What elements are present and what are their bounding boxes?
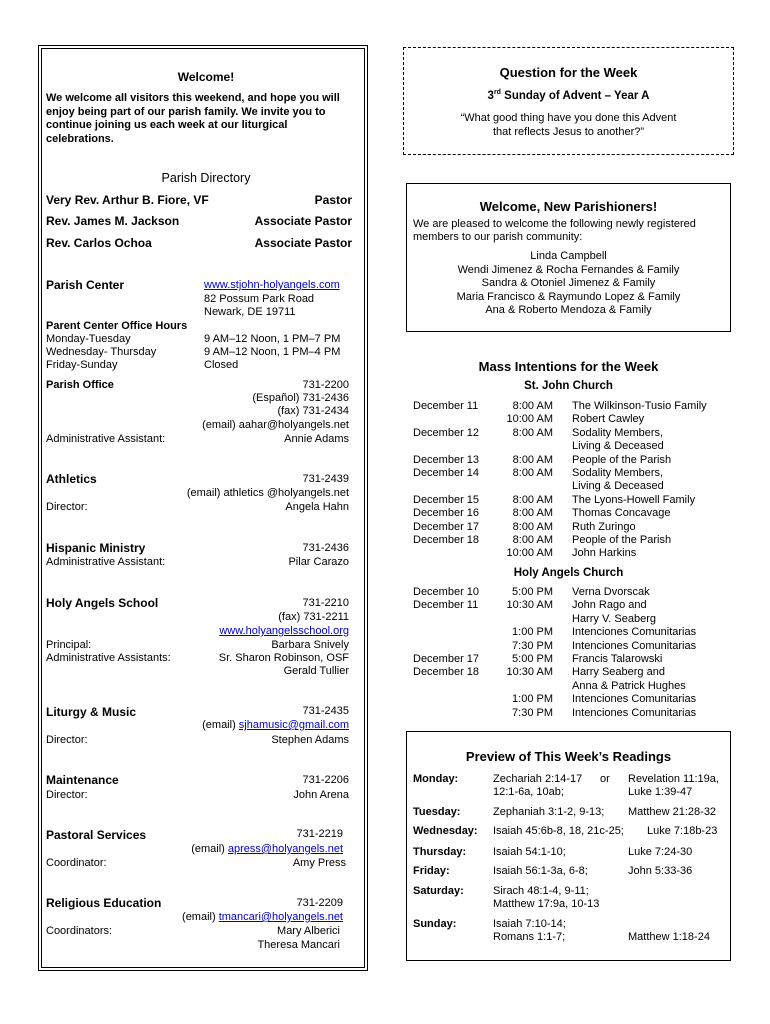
office-hours-time: 9 AM–12 Noon, 1 PM–4 PM — [204, 346, 341, 358]
email-link[interactable]: sjhamusic@gmail.com — [238, 719, 349, 731]
role-label: Coordinators: — [46, 925, 113, 937]
mass-intention: Intenciones Comunitarias — [572, 706, 697, 719]
email-line: (email) tmancari@holyangels.net — [182, 911, 343, 923]
new-parishioners-title: Welcome, New Parishioners! — [479, 199, 658, 214]
phone-number: 731-2206 — [302, 774, 349, 786]
mass-intention: Harry V. Seaberg — [572, 612, 656, 625]
role-label: Director: — [46, 789, 88, 801]
school-label: Holy Angels School — [46, 596, 159, 610]
mass-date: December 14 — [413, 467, 480, 479]
reading-first: Zechariah 2:14-17 — [493, 773, 583, 785]
person-name: Amy Press — [292, 857, 346, 869]
list-item: Wendi Jimenez & Rocha Fernandes & Family — [457, 263, 680, 276]
mass-intention: Living & Deceased — [572, 480, 664, 493]
mass-time: 8:00 AM — [512, 400, 553, 412]
mass-time: 8:00 AM — [512, 426, 553, 439]
phone-number: 731-2439 — [302, 473, 349, 485]
list-item: Maria Francisco & Raymundo Lopez & Family — [456, 290, 681, 303]
reading-first-cont: Matthew 17:9a, 10-13 — [493, 898, 600, 910]
fax-number: (fax) 731-2434 — [277, 405, 349, 417]
welcome-text: We welcome all visitors this weekend, and hope you will enjoy being part of our parish family. We invite you to continue joining us each week at our liturgical celebrations. — [46, 92, 340, 145]
email-link[interactable]: apress@holyangels.net — [227, 843, 343, 855]
mass-date: December 18 — [413, 666, 480, 679]
office-hours-days: Monday-Tuesday — [46, 333, 131, 345]
role-label: Principal: — [46, 639, 92, 651]
school-website-link[interactable]: www.holyangelsschool.org — [219, 625, 349, 637]
reading-gospel: Luke 7:18b-23 — [647, 825, 718, 837]
reading-gospel-cont: Matthew 1:18-24 — [628, 931, 710, 943]
reading-first: Isaiah 54:1-10; — [493, 846, 566, 858]
email-line: (email) apress@holyangels.net — [191, 843, 343, 855]
clergy-row: Rev. James M. Jackson Associate Pastor — [46, 214, 352, 228]
role-label: Administrative Assistants: — [46, 652, 171, 664]
mass-time: 7:30 PM — [512, 639, 553, 652]
reading-gospel-cont: Luke 1:39-47 — [628, 786, 693, 798]
parish-address-line: 82 Possum Park Road — [204, 293, 315, 305]
new-parishioners-intro: We are pleased to welcome the following newly registered members to our parish community: — [413, 218, 696, 243]
phone-number: 731-2200 — [302, 379, 349, 391]
mass-date: December 15 — [413, 493, 480, 506]
athletics-label: Athletics — [46, 472, 97, 486]
role-label: Director: — [46, 734, 88, 746]
person-name: John Arena — [293, 789, 349, 801]
parish-center-label: Parish Center — [46, 278, 125, 292]
new-parishioners-list — [406, 250, 731, 318]
question-text: “What good thing have you done this Advent that reflects Jesus to another?” — [460, 112, 677, 138]
person-name: Angela Hahn — [285, 501, 349, 513]
reading-day: Wednesday: — [413, 825, 478, 837]
person-name: Gerald Tullier — [283, 665, 349, 677]
mass-intention: Harry Seaberg and — [572, 666, 665, 679]
parish-address-line: Newark, DE 19711 — [204, 306, 296, 318]
mass-time: 8:00 AM — [512, 493, 553, 506]
person-name: Barbara Snively — [271, 639, 349, 651]
mass-date: December 11 — [413, 400, 479, 412]
phone-number: 731-2219 — [296, 828, 343, 840]
office-hours-days: Wednesday- Thursday — [46, 346, 157, 358]
list-item: Linda Campbell — [530, 250, 607, 262]
hispanic-ministry-label: Hispanic Ministry — [46, 541, 146, 555]
mass-intention: Francis Talarowski — [572, 653, 663, 665]
welcome-title: Welcome! — [177, 70, 235, 84]
reading-gospel: Matthew 21:28-32 — [628, 806, 717, 818]
mass-intention: Robert Cawley — [572, 413, 645, 426]
reading-day: Sunday: — [413, 918, 457, 930]
role-label: Administrative Assistant: — [46, 556, 166, 568]
clergy-row: Rev. Carlos Ochoa Associate Pastor — [46, 236, 352, 250]
office-hours-time: 9 AM–12 Noon, 1 PM–7 PM — [204, 333, 341, 345]
reading-first: Sirach 48:1-4, 9-11; — [493, 885, 589, 897]
mass-intention: People of the Parish — [572, 453, 672, 466]
mass-date: December 16 — [413, 507, 480, 520]
mass-time: 5:00 PM — [512, 653, 553, 665]
mass-time: 8:00 AM — [512, 520, 553, 533]
reading-gospel: John 5:33-36 — [628, 865, 693, 877]
liturgy-label: Liturgy & Music — [46, 705, 137, 719]
mass-time: 8:00 AM — [512, 534, 553, 546]
role-label: Coordinator: — [46, 857, 107, 869]
holy-angels-heading: Holy Angels Church — [513, 567, 624, 579]
reading-first: Isaiah 56:1-3a, 6-8; — [493, 865, 588, 877]
mass-time: 10:00 AM — [506, 547, 553, 560]
mass-intention: Anna & Patrick Hughes — [572, 679, 686, 692]
reading-first: Zephaniah 3:1-2, 9-13; — [493, 806, 605, 818]
reading-day: Saturday: — [413, 885, 464, 897]
reading-gospel: Revelation 11:19a, — [628, 773, 719, 785]
mass-intention: Sodality Members, — [572, 426, 664, 439]
person-name: Theresa Mancari — [257, 939, 340, 951]
reading-first-cont: 12:1-6a, 10ab; — [493, 786, 564, 798]
st-john-heading: St. John Church — [524, 380, 613, 392]
mass-date: December 10 — [413, 586, 480, 598]
role-label: Administrative Assistant: — [46, 433, 166, 445]
religious-ed-label: Religious Education — [46, 896, 162, 910]
mass-time: 10:30 AM — [506, 599, 553, 612]
phone-number: 731-2210 — [302, 597, 349, 609]
reading-or: or — [600, 773, 610, 785]
email-address: (email) athletics @holyangels.net — [186, 487, 349, 499]
mass-intention: John Rago and — [572, 599, 647, 612]
mass-intention: Verna Dvorscak — [572, 586, 650, 598]
parish-website-link[interactable]: www.stjohn-holyangels.com — [204, 279, 340, 291]
mass-intention: John Harkins — [572, 547, 637, 560]
mass-intention: Thomas Concavage — [572, 507, 671, 520]
parish-office-label: Parish Office — [46, 379, 114, 391]
reading-day: Monday: — [413, 773, 459, 785]
mass-intention: Intenciones Comunitarias — [572, 626, 697, 639]
email-address: (email) aahar@holyangels.net — [202, 419, 349, 431]
email-line: (email) sjhamusic@gmail.com — [202, 719, 349, 731]
office-hours-days: Friday-Sunday — [46, 359, 118, 371]
mass-intention: The Wilkinson-Tusio Family — [572, 400, 707, 412]
fax-number: (fax) 731-2211 — [278, 611, 349, 623]
mass-intention: Intenciones Comunitarias — [572, 693, 697, 706]
mass-date: December 12 — [413, 426, 480, 439]
mass-intention: Sodality Members, — [572, 467, 664, 479]
phone-number: (Español) 731-2436 — [252, 392, 349, 404]
reading-gospel: Luke 7:24-30 — [628, 846, 693, 858]
mass-date: December 11 — [413, 599, 479, 612]
mass-date: December 13 — [413, 453, 480, 466]
mass-time: 10:00 AM — [506, 413, 553, 426]
mass-time: 8:00 AM — [512, 467, 553, 479]
directory-title: Parish Directory — [161, 171, 251, 185]
pastoral-label: Pastoral Services — [46, 828, 147, 842]
reading-first: Isaiah 45:6b-8, 18, 21c-25; — [493, 825, 624, 837]
mass-time: 1:00 PM — [512, 626, 553, 639]
mass-time: 8:00 AM — [512, 453, 553, 466]
phone-number: 731-2436 — [302, 542, 349, 554]
person-name: Stephen Adams — [271, 734, 349, 746]
mass-intention: Living & Deceased — [572, 440, 664, 453]
mass-intention: Ruth Zuringo — [572, 520, 636, 533]
person-name: Annie Adams — [284, 433, 349, 445]
mass-intentions-title: Mass Intentions for the Week — [478, 359, 659, 374]
mass-time: 1:00 PM — [512, 693, 553, 706]
office-hours-time: Closed — [204, 359, 239, 371]
list-item: Sandra & Otoniel Jimenez & Family — [481, 277, 656, 289]
mass-time: 10:30 AM — [506, 666, 553, 679]
person-name: Sr. Sharon Robinson, OSF — [218, 652, 349, 664]
question-subtitle: 3rd Sunday of Advent – Year A — [487, 89, 650, 102]
mass-date: December 18 — [413, 534, 480, 546]
question-title: Question for the Week — [499, 65, 638, 80]
reading-day: Thursday: — [413, 846, 467, 858]
phone-number: 731-2209 — [296, 897, 343, 909]
person-name: Pilar Carazo — [288, 556, 349, 568]
mass-intention: Intenciones Comunitarias — [572, 639, 697, 652]
phone-number: 731-2435 — [302, 705, 349, 717]
email-link[interactable]: tmancari@holyangels.net — [218, 911, 343, 923]
clergy-row: Very Rev. Arthur B. Fiore, VF Pastor — [46, 193, 352, 207]
reading-first: Isaiah 7:10-14; — [493, 918, 566, 930]
reading-first-cont: Romans 1:1-7; — [493, 931, 566, 943]
reading-day: Tuesday: — [413, 806, 461, 818]
person-name: Mary Alberici — [277, 925, 340, 937]
mass-intention: The Lyons-Howell Family — [572, 493, 696, 506]
maintenance-label: Maintenance — [46, 773, 119, 787]
mass-date: December 17 — [413, 653, 480, 665]
reading-day: Friday: — [413, 865, 450, 877]
mass-time: 8:00 AM — [512, 507, 553, 520]
list-item: Ana & Roberto Mendoza & Family — [485, 304, 652, 316]
mass-time: 5:00 PM — [512, 586, 553, 598]
readings-title: Preview of This Week’s Readings — [465, 749, 672, 764]
role-label: Director: — [46, 501, 88, 513]
mass-time: 7:30 PM — [512, 706, 553, 719]
office-hours-label: Parent Center Office Hours — [46, 320, 188, 332]
mass-intention: People of the Parish — [572, 534, 672, 546]
mass-date: December 17 — [413, 520, 480, 533]
